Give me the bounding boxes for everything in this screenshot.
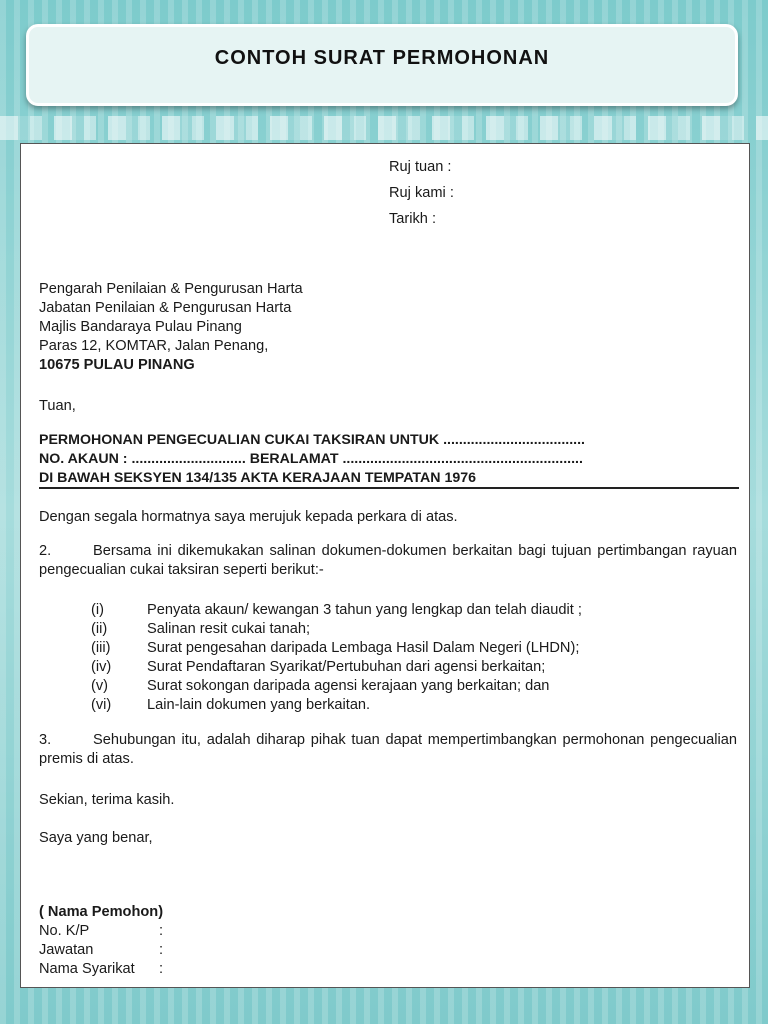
- applicant-name: ( Nama Pemohon): [39, 904, 164, 920]
- title-banner: [26, 24, 738, 106]
- list-item: [91, 658, 582, 677]
- list-item-text: Lain-lain dokumen yang berkaitan.: [147, 697, 371, 713]
- background-stripe: [0, 116, 768, 140]
- field-label: Jawatan: [39, 942, 94, 958]
- paragraph-number: 3.: [39, 732, 52, 748]
- page-title: CONTOH SURAT PERMOHONAN: [214, 47, 550, 69]
- list-item-number: (i): [91, 602, 104, 618]
- list-item-text: Surat pengesahan daripada Lembaga Hasil Dalam Negeri (LHDN);: [147, 640, 580, 656]
- paragraph-text: Sehubungan itu, adalah diharap pihak tuan dapat mempertimbangkan permohonan pengecualian premis di atas.: [39, 732, 737, 767]
- field-separator: :: [159, 961, 164, 977]
- paragraph-1: Dengan segala hormatnya saya merujuk kepada perkara di atas.: [39, 509, 458, 525]
- list-item: [91, 677, 582, 696]
- paragraph-text: Bersama ini dikemukakan salinan dokumen-dokumen berkaitan bagi tujuan pertimbangan rayuan pengecualian cukai taksiran seperti berikut:-: [39, 543, 737, 578]
- subject-line: PERMOHONAN PENGECUALIAN CUKAI TAKSIRAN UNTUK ....................................: [39, 432, 585, 448]
- address-line: Paras 12, KOMTAR, Jalan Penang,: [39, 338, 269, 354]
- signature-field-position: [39, 941, 163, 960]
- list-item-text: Penyata akaun/ kewangan 3 tahun yang lengkap dan telah diaudit ;: [147, 602, 582, 618]
- list-item-number: (vi): [91, 697, 112, 713]
- subject-heading: [39, 431, 585, 488]
- reference-block: [389, 158, 454, 236]
- list-item: [91, 601, 582, 620]
- ref-line-ruj-kami: Ruj kami :: [389, 185, 454, 201]
- list-item: [91, 639, 582, 658]
- field-label: No. K/P: [39, 923, 90, 939]
- paragraph-number: 2.: [39, 543, 52, 559]
- subject-line: NO. AKAUN : ............................. BERALAMAT .............................................................: [39, 451, 583, 467]
- paragraph-3: [39, 731, 737, 769]
- ref-line-tarikh: Tarikh :: [389, 211, 437, 227]
- list-item-number: (iv): [91, 659, 112, 675]
- document-list: [91, 601, 582, 715]
- address-line: Majlis Bandaraya Pulau Pinang: [39, 319, 242, 335]
- list-item-text: Surat sokongan daripada agensi kerajaan yang berkaitan; dan: [147, 678, 550, 694]
- subject-line: DI BAWAH SEKSYEN 134/135 AKTA KERAJAAN TEMPATAN 1976: [39, 470, 477, 486]
- signature-field-company: [39, 960, 163, 979]
- list-item: [91, 620, 582, 639]
- signature-block: [39, 903, 163, 979]
- list-item-text: Surat Pendaftaran Syarikat/Pertubuhan dari agensi berkaitan;: [147, 659, 546, 675]
- list-item-number: (iii): [91, 640, 111, 656]
- closing-thanks: Sekian, terima kasih.: [39, 792, 175, 808]
- address-line: Pengarah Penilaian & Pengurusan Harta: [39, 281, 303, 297]
- ref-line-ruj-tuan: Ruj tuan :: [389, 159, 452, 175]
- field-separator: :: [159, 923, 164, 939]
- closing-sign-off: Saya yang benar,: [39, 830, 153, 846]
- address-line-postcode: 10675 PULAU PINANG: [39, 357, 195, 373]
- address-line: Jabatan Penilaian & Pengurusan Harta: [39, 300, 292, 316]
- signature-field-ic: [39, 922, 163, 941]
- field-separator: :: [159, 942, 164, 958]
- list-item: [91, 696, 582, 715]
- paragraph-2: [39, 542, 737, 580]
- letter-document: [20, 143, 750, 988]
- field-label: Nama Syarikat: [39, 961, 135, 977]
- salutation: Tuan,: [39, 398, 76, 414]
- list-item-number: (ii): [91, 621, 108, 637]
- subject-underline: [39, 487, 739, 489]
- list-item-number: (v): [91, 678, 109, 694]
- list-item-text: Salinan resit cukai tanah;: [147, 621, 311, 637]
- recipient-address: [39, 280, 303, 375]
